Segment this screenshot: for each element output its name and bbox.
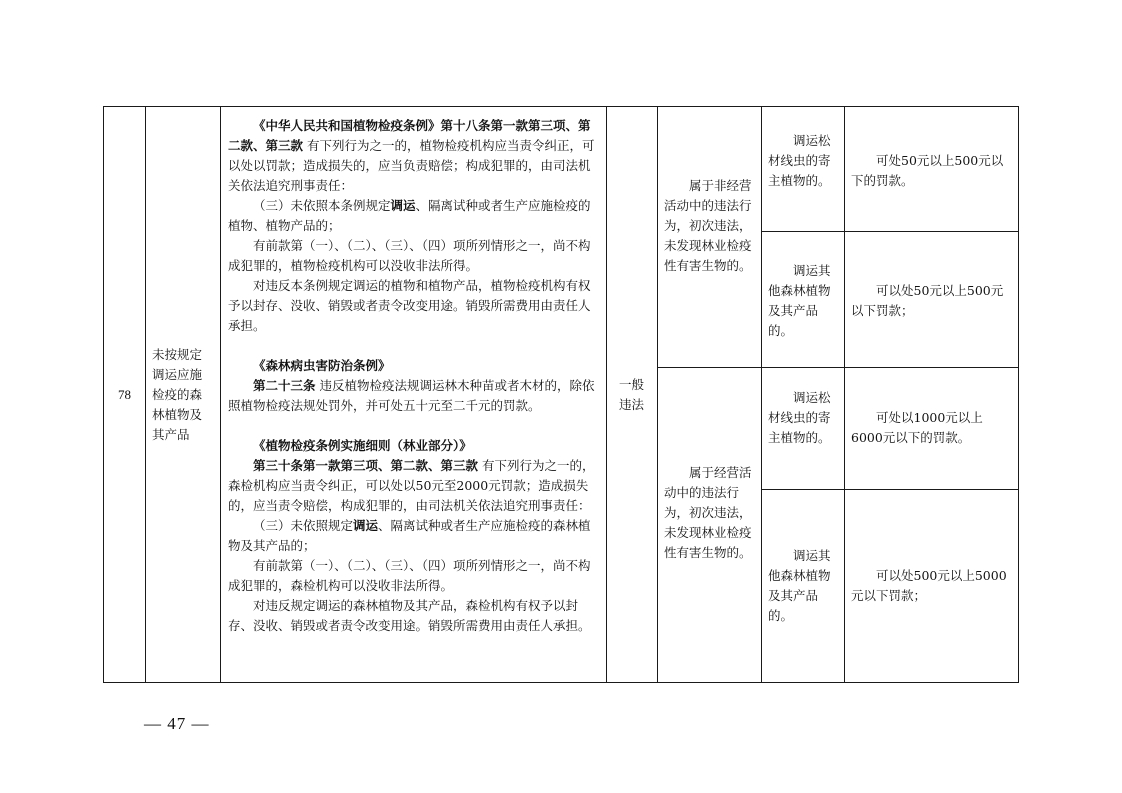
law3-article: 第三十条第一款第三项、第二款、第三款 — [253, 458, 479, 473]
legal-basis-cell — [221, 116, 606, 636]
penalty-cell — [845, 151, 1018, 191]
object-cell — [762, 388, 844, 448]
object-cell — [762, 546, 844, 626]
penalty-text: 可处以1000元以上6000元以下的罚款。 — [851, 410, 983, 445]
penalty-text: 可以处500元以上5000元以下罚款； — [851, 568, 1007, 603]
row-number-cell — [104, 106, 145, 683]
penalty-table-row — [103, 106, 1019, 683]
violation-text: 未按规定调运应施检疫的森林植物及其产品 — [152, 346, 203, 442]
object-text: 调运其他森林植物及其产品的。 — [768, 548, 831, 623]
law1-text: 有下列行为之一的，植物检疫机构应当责令纠正，可以处以罚款；造成损失的，应当负责赔偿；构成犯罪的，由司法机关依法追究刑事责任： — [228, 138, 595, 193]
object-text: 调运松材线虫的寄主植物的。 — [768, 390, 831, 445]
table-border-bottom — [103, 682, 1019, 683]
law1-para2: 有前款第（一）、（二）、（三）、（四）项所列情形之一，尚不构成犯罪的，植物检疫机构可以没收非法所得。 — [228, 238, 591, 273]
penalty-text: 可以处50元以上500元以下罚款； — [851, 283, 1004, 318]
row-divider — [761, 489, 1019, 490]
circumstance-commercial — [658, 463, 761, 563]
page-number: — 47 — — [144, 714, 210, 733]
law2-title: 《森林病虫害防治条例》 — [253, 358, 391, 373]
law1-para3: 对违反本条例规定调运的植物和植物产品，植物检疫机构有权予以封存、没收、销毁或者责令改变用途。销毁所需费用由责任人承担。 — [228, 278, 591, 333]
law3-item: （三）未依照规定调运、隔离试种或者生产应施检疫的森林植物及其产品的； — [228, 518, 591, 553]
table-border-top — [103, 106, 1019, 107]
law1-article: 第十八条第一款第三项、第二款、第三款 — [228, 118, 591, 153]
object-cell — [762, 261, 844, 341]
circumstance-text: 属于经营活动中的违法行为，初次违法，未发现林业检疫性有害生物的。 — [664, 465, 752, 560]
violation-category: 一般违法 — [619, 376, 645, 412]
row-number: 78 — [118, 386, 131, 402]
law1-title: 《中华人民共和国植物检疫条例》 — [253, 118, 441, 133]
violation-cell — [146, 106, 220, 683]
object-text: 调运松材线虫的寄主植物的。 — [768, 133, 831, 188]
law3-para3: 对违反规定调运的森林植物及其产品，森检机构有权予以封存、没收、销毁或者责令改变用途。销毁所需费用由责任人承担。 — [228, 598, 591, 633]
penalty-text: 可处50元以上500元以下的罚款。 — [851, 153, 1004, 188]
row-divider — [761, 231, 1019, 232]
circumstance-text: 属于非经营活动中的违法行为，初次违法，未发现林业检疫性有害生物的。 — [664, 178, 752, 273]
law3-title: 《植物检疫条例实施细则（林业部分）》 — [253, 438, 472, 453]
law3-text: 有下列行为之一的，森检机构应当责令纠正，可以处以50元至2000元罚款；造成损失的，应当责令赔偿，构成犯罪的，由司法机关依法追究刑事责任： — [228, 458, 595, 513]
table-border-right — [1018, 106, 1019, 683]
law2-article: 第二十三条 — [253, 378, 316, 393]
object-cell — [762, 131, 844, 191]
penalty-cell — [845, 566, 1018, 606]
penalty-cell — [845, 281, 1018, 321]
circumstance-non-commercial — [658, 176, 761, 276]
category-cell — [607, 106, 657, 683]
law3-para2: 有前款第（一）、（二）、（三）、（四）项所列情形之一，尚不构成犯罪的，森检机构可以没收非法所得。 — [228, 558, 591, 593]
row-divider — [657, 367, 1019, 368]
law1-item: （三）未依照本条例规定调运、隔离试种或者生产应施检疫的植物、植物产品的； — [228, 198, 591, 233]
penalty-cell — [845, 408, 1018, 448]
object-text: 调运其他森林植物及其产品的。 — [768, 263, 831, 338]
law2-text: 违反植物检疫法规调运林木种苗或者木材的，除依照植物检疫法规处罚外，并可处五十元至二千元的罚款。 — [228, 378, 595, 413]
